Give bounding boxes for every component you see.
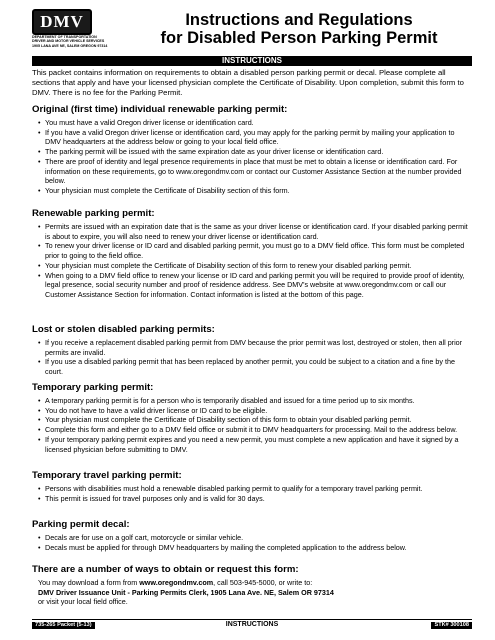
list-item: • This permit is issued for travel purposes only and is valid for 30 days. [38,494,472,504]
logo-line-1: DEPARTMENT OF TRANSPORTATION [32,35,97,39]
list-item: • Permits are issued with an expiration date that is the same as your driver license or identification card. If your disabled parking permit is about to expire, you will also need to renew your driver license or identification card. [38,222,472,241]
obtain-line-1 [32,578,472,588]
section-decal [32,519,472,552]
title-line-1: Instructions and Regulations [185,11,413,29]
mailing-address: DMV Driver Issuance Unit - Parking Permits Clerk, 1905 Lana Ave. NE, Salem OR 97314 [38,587,334,597]
dmv-logo [32,9,112,55]
section-heading: Parking permit decal: [32,519,130,530]
list-item: • Your physician must complete the Certificate of Disability section of this form to renew your disabled parking permit. [38,261,472,271]
dmv-logo-mark: DMV [32,9,92,35]
footer-title: INSTRUCTIONS [225,621,279,628]
section-heading: Original (first time) individual renewable parking permit: [32,104,288,115]
section-renewable-permit [32,208,472,300]
list-item: • The parking permit will be issued with the same expiration date as your driver license or identification card. [38,147,472,157]
form-number: 735-265 Packet (5-13) [32,622,95,629]
list-item: • If you use a disabled parking permit that has been replaced by another permit, you could be subject to a citation and a fine by the court. [38,357,472,376]
section-obtain-form [32,564,472,607]
list-item: • Your physician must complete the Certificate of Disability section of this form. [38,186,472,196]
list-item: • Your physician must complete the Certificate of Disability section of this form to obtain your disabled parking permit. [38,415,472,425]
list-item: • A temporary parking permit is for a person who is temporarily disabled and issued for a time period up to six months. [38,396,472,406]
obtain-text: You may download a form from [38,578,140,587]
section-heading: Temporary parking permit: [32,382,154,393]
bullet-list [32,222,472,300]
bullet-list [32,118,472,196]
section-heading: Lost or stolen disabled parking permits: [32,324,215,335]
list-item: • There are proof of identity and legal presence requirements in place that must be met to obtain a license or identification card. For information on these requirements, go to www.oregondmv.com or contact our Customer Assistance Section at the number provided below. [38,157,472,186]
list-item: • Decals are for use on a golf cart, motorcycle or similar vehicle. [38,533,472,543]
logo-line-3: 1905 LANA AVE NE, SALEM OREGON 97314 [32,43,108,48]
section-heading: There are a number of ways to obtain or request this form: [32,564,299,575]
list-item: • You must have a valid Oregon driver license or identification card. [38,118,472,128]
bullet-list [32,338,472,377]
bullet-list [32,533,472,552]
obtain-line-3: or visit your local field office. [38,597,128,607]
section-original-permit [32,104,472,196]
list-item: • Decals must be applied for through DMV headquarters by mailing the completed application to the address below. [38,543,472,553]
footer [32,619,472,629]
list-item: • When going to a DMV field office to renew your license or ID card and parking permit you will be required to provide proof of identity, legal presence, social security number and proof of residence address. See DMV's website at www.oregondmv.com or call our Customer Assistance Section for information. Contact information is listed at the bottom of this page. [38,271,472,300]
logo-line-2: DRIVER AND MOTOR VEHICLE SERVICES [32,39,105,44]
section-temporary-permit [32,382,472,454]
section-travel-permit [32,470,472,503]
page-title [124,11,474,47]
section-lost-stolen [32,324,472,377]
list-item: • Persons with disabilities must hold a renewable disabled parking permit to qualify for a temporary travel parking permit. [38,484,472,494]
list-item: • If you receive a replacement disabled parking permit from DMV because the prior permit was lost, destroyed or stolen, then all prior permits are invalid. [38,338,472,357]
section-heading: Renewable parking permit: [32,208,155,219]
section-heading: Temporary travel parking permit: [32,470,182,481]
header [32,9,472,55]
list-item: • If your temporary parking permit expires and you need a new permit, you must complete a new application and have it signed by a licensed physician before submitting to DMV. [38,435,472,454]
list-item: • You do not have to have a valid driver license or ID card to be eligible. [38,406,472,416]
title-line-2: for Disabled Person Parking Permit [160,29,438,47]
website-link[interactable]: www.oregondmv.com [139,578,214,587]
obtain-text-phone: , call 503-945-5000, or write to: [213,578,313,587]
bullet-list [32,396,472,454]
bullet-list [32,484,472,503]
list-item: • Complete this form and either go to a DMV field office or submit it to DMV headquarters for processing. Mail to the address below. [38,425,472,435]
stock-number: STK# 300108 [431,622,472,629]
list-item: • If you have a valid Oregon driver license or identification card, you may apply for the parking permit by mailing your application to DMV headquarters at the address below or going to your local field office. [38,128,472,147]
list-item: • To renew your driver license or ID card and disabled parking permit, you must go to a DMV field office. This form must be completed prior to going to the field office. [38,241,472,260]
instructions-banner: INSTRUCTIONS [32,56,472,66]
intro-paragraph: This packet contains information on requirements to obtain a disabled person parking permit or decal. Please complete all sections that apply and have your licensed physician complete the Certificate of Disability. Upon completion, submit this form to DMV. There is no fee for the Parking Permit. [32,68,464,97]
